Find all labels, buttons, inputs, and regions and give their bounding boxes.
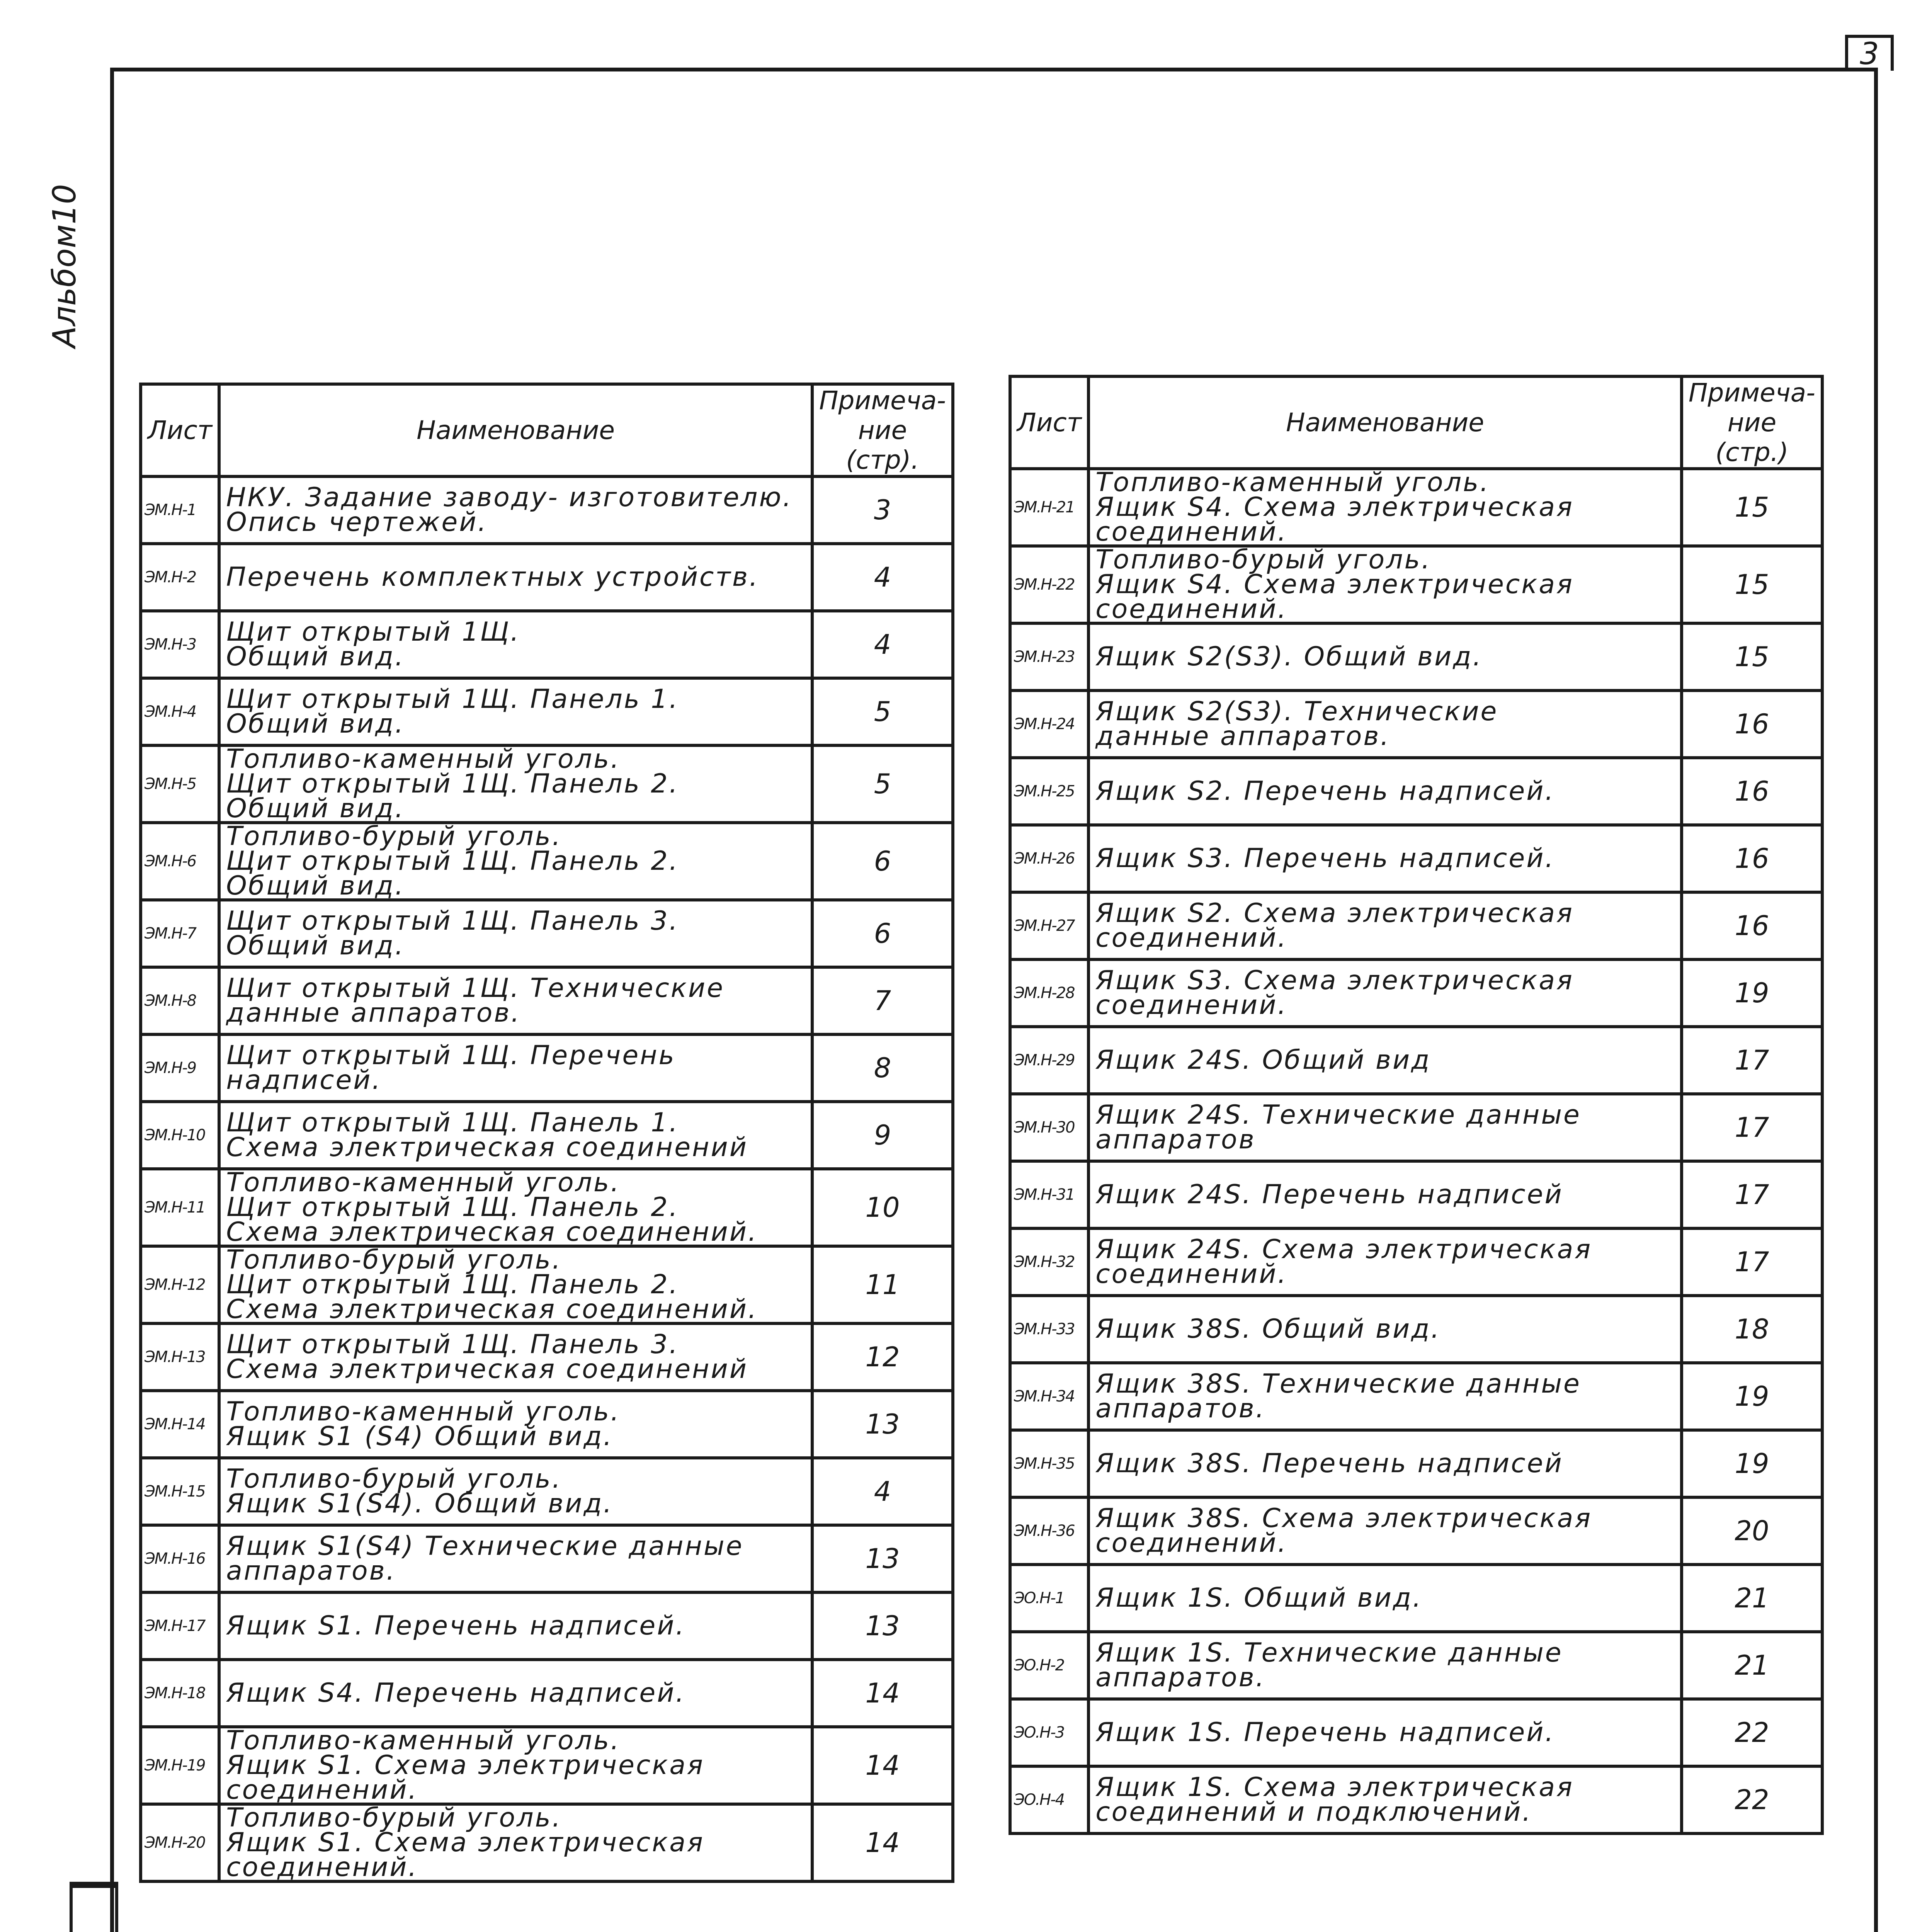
row-code: ЭМ.Н-23: [1010, 623, 1088, 690]
row-code: ЭМ.Н-5: [141, 745, 219, 823]
row-code: ЭМ.Н-11: [141, 1169, 219, 1246]
row-name: Ящик S4. Перечень надписей.: [219, 1660, 812, 1727]
row-code: ЭМ.Н-27: [1010, 892, 1088, 959]
table-row: [141, 967, 953, 1034]
row-name: Щит открытый 1Щ. Панель 3. Схема электрическая соединений: [219, 1323, 812, 1391]
row-code: ЭМ.Н-24: [1010, 690, 1088, 758]
row-name: Ящик 1S. Перечень надписей.: [1088, 1699, 1682, 1766]
side-stamp: [70, 1882, 118, 1932]
row-name: Топливо-бурый уголь. Щит открытый 1Щ. Панель 2. Общий вид.: [219, 823, 812, 900]
row-note: 13: [812, 1391, 953, 1458]
row-code: ЭО.Н-2: [1010, 1632, 1088, 1699]
row-note: 22: [1682, 1766, 1822, 1833]
row-note: 16: [1682, 825, 1822, 892]
table-row: [141, 678, 953, 745]
table-row: [141, 1246, 953, 1323]
row-note: 17: [1682, 1161, 1822, 1228]
table-row: [1010, 1094, 1822, 1161]
row-code: ЭМ.Н-2: [141, 544, 219, 611]
row-note: 12: [812, 1323, 953, 1391]
table-row: [1010, 469, 1822, 546]
row-code: ЭМ.Н-33: [1010, 1296, 1088, 1363]
row-name: Щит открытый 1Щ. Панель 1. Общий вид.: [219, 678, 812, 745]
row-note: 14: [812, 1727, 953, 1804]
row-note: 14: [812, 1660, 953, 1727]
row-code: ЭМ.Н-7: [141, 900, 219, 967]
row-code: ЭМ.Н-3: [141, 611, 219, 678]
row-name: Ящик S2(S3). Технические данные аппаратов.: [1088, 690, 1682, 758]
table-row: [141, 544, 953, 611]
row-name: Ящик S1. Перечень надписей.: [219, 1592, 812, 1660]
col-name: Наименование: [219, 384, 812, 476]
table-row: [1010, 1766, 1822, 1833]
row-code: ЭМ.Н-26: [1010, 825, 1088, 892]
row-code: ЭМ.Н-28: [1010, 959, 1088, 1027]
row-name: Топливо-бурый уголь. Ящик S1(S4). Общий вид.: [219, 1458, 812, 1525]
row-code: ЭМ.Н-32: [1010, 1228, 1088, 1296]
table-row: [141, 1034, 953, 1102]
table-row: [1010, 1296, 1822, 1363]
row-name: Топливо-бурый уголь. Ящик S1. Схема электрическая соединений.: [219, 1804, 812, 1881]
row-note: 16: [1682, 758, 1822, 825]
table-row: [141, 1169, 953, 1246]
table-row: [141, 611, 953, 678]
row-note: 10: [812, 1169, 953, 1246]
row-note: 17: [1682, 1228, 1822, 1296]
table-row: [1010, 1027, 1822, 1094]
row-note: 19: [1682, 959, 1822, 1027]
table-row: [1010, 1497, 1822, 1565]
row-name: Ящик S2. Схема электрическая соединений.: [1088, 892, 1682, 959]
row-code: ЭМ.Н-35: [1010, 1430, 1088, 1497]
row-name: Топливо-каменный уголь. Ящик S4. Схема электрическая соединений.: [1088, 469, 1682, 546]
table-row: [141, 1391, 953, 1458]
table-row: [1010, 892, 1822, 959]
table-row: [1010, 1430, 1822, 1497]
table-row: [1010, 758, 1822, 825]
row-code: ЭО.Н-1: [1010, 1565, 1088, 1632]
row-note: 21: [1682, 1632, 1822, 1699]
row-note: 17: [1682, 1094, 1822, 1161]
row-note: 16: [1682, 690, 1822, 758]
row-code: ЭМ.Н-1: [141, 476, 219, 544]
row-name: Щит открытый 1Щ. Перечень надписей.: [219, 1034, 812, 1102]
row-note: 5: [812, 745, 953, 823]
table-row: [141, 1727, 953, 1804]
table-row: [1010, 1228, 1822, 1296]
row-note: 11: [812, 1246, 953, 1323]
row-note: 13: [812, 1525, 953, 1592]
row-note: 20: [1682, 1497, 1822, 1565]
row-note: 4: [812, 611, 953, 678]
sheet-list-right: [1009, 375, 1824, 1835]
row-code: ЭМ.Н-19: [141, 1727, 219, 1804]
row-name: Ящик 38S. Перечень надписей: [1088, 1430, 1682, 1497]
table-row: [1010, 825, 1822, 892]
col-name: Наименование: [1088, 376, 1682, 469]
row-name: Ящик S3. Схема электрическая соединений.: [1088, 959, 1682, 1027]
table-row: [141, 823, 953, 900]
row-note: 13: [812, 1592, 953, 1660]
row-code: ЭМ.Н-20: [141, 1804, 219, 1881]
row-note: 21: [1682, 1565, 1822, 1632]
row-note: 18: [1682, 1296, 1822, 1363]
col-sheet: Лист: [1010, 376, 1088, 469]
row-code: ЭМ.Н-12: [141, 1246, 219, 1323]
table-row: [1010, 959, 1822, 1027]
row-code: ЭМ.Н-16: [141, 1525, 219, 1592]
row-name: Ящик 1S. Общий вид.: [1088, 1565, 1682, 1632]
row-note: 4: [812, 1458, 953, 1525]
row-code: ЭМ.Н-8: [141, 967, 219, 1034]
row-name: Топливо-каменный уголь. Ящик S1 (S4) Общий вид.: [219, 1391, 812, 1458]
row-name: Ящик 38S. Схема электрическая соединений.: [1088, 1497, 1682, 1565]
row-note: 3: [812, 476, 953, 544]
col-note: Примеча- ние (стр.): [1682, 376, 1822, 469]
table-row: [1010, 690, 1822, 758]
row-name: Ящик 24S. Схема электрическая соединений.: [1088, 1228, 1682, 1296]
table-row: [1010, 1632, 1822, 1699]
table-row: [1010, 1565, 1822, 1632]
row-note: 7: [812, 967, 953, 1034]
row-note: 4: [812, 544, 953, 611]
row-note: 9: [812, 1102, 953, 1169]
page-number: 3: [1845, 35, 1894, 71]
row-code: ЭМ.Н-22: [1010, 546, 1088, 623]
row-code: ЭМ.Н-21: [1010, 469, 1088, 546]
row-name: Топливо-каменный уголь. Щит открытый 1Щ. Панель 2. Схема электрическая соединений.: [219, 1169, 812, 1246]
row-name: Ящик S2. Перечень надписей.: [1088, 758, 1682, 825]
row-code: ЭМ.Н-29: [1010, 1027, 1088, 1094]
row-note: 6: [812, 900, 953, 967]
row-note: 15: [1682, 469, 1822, 546]
row-code: ЭМ.Н-34: [1010, 1363, 1088, 1430]
row-code: ЭМ.Н-36: [1010, 1497, 1088, 1565]
row-name: Ящик 1S. Технические данные аппаратов.: [1088, 1632, 1682, 1699]
table-row: [141, 1660, 953, 1727]
row-code: ЭМ.Н-30: [1010, 1094, 1088, 1161]
row-name: Ящик 1S. Схема электрическая соединений и подключений.: [1088, 1766, 1682, 1833]
row-name: Ящик 24S. Общий вид: [1088, 1027, 1682, 1094]
row-name: Ящик 38S. Технические данные аппаратов.: [1088, 1363, 1682, 1430]
row-code: ЭМ.Н-6: [141, 823, 219, 900]
row-note: 19: [1682, 1430, 1822, 1497]
row-name: Щит открытый 1Щ. Панель 1. Схема электрическая соединений: [219, 1102, 812, 1169]
table-row: [1010, 1699, 1822, 1766]
row-name: Ящик 24S. Перечень надписей: [1088, 1161, 1682, 1228]
row-note: 5: [812, 678, 953, 745]
row-code: ЭМ.Н-25: [1010, 758, 1088, 825]
table-row: [141, 1458, 953, 1525]
row-code: ЭМ.Н-18: [141, 1660, 219, 1727]
row-code: ЭМ.Н-10: [141, 1102, 219, 1169]
row-name: Щит открытый 1Щ. Панель 3. Общий вид.: [219, 900, 812, 967]
row-code: ЭМ.Н-15: [141, 1458, 219, 1525]
row-code: ЭО.Н-3: [1010, 1699, 1088, 1766]
table-row: [1010, 546, 1822, 623]
table-row: [1010, 1161, 1822, 1228]
row-name: Топливо-бурый уголь. Щит открытый 1Щ. Панель 2. Схема электрическая соединений.: [219, 1246, 812, 1323]
row-note: 22: [1682, 1699, 1822, 1766]
row-code: ЭО.Н-4: [1010, 1766, 1088, 1833]
col-sheet: Лист: [141, 384, 219, 476]
row-note: 8: [812, 1034, 953, 1102]
row-name: Ящик S3. Перечень надписей.: [1088, 825, 1682, 892]
row-note: 17: [1682, 1027, 1822, 1094]
row-code: ЭМ.Н-4: [141, 678, 219, 745]
table-row: [141, 1102, 953, 1169]
row-note: 19: [1682, 1363, 1822, 1430]
row-name: Ящик 24S. Технические данные аппаратов: [1088, 1094, 1682, 1161]
row-name: Топливо-бурый уголь. Ящик S4. Схема электрическая соединений.: [1088, 546, 1682, 623]
row-name: Ящик 38S. Общий вид.: [1088, 1296, 1682, 1363]
table-row: [141, 1592, 953, 1660]
row-note: 14: [812, 1804, 953, 1881]
sheet-list-left: [139, 383, 954, 1883]
table-row: [1010, 623, 1822, 690]
table-row: [1010, 1363, 1822, 1430]
row-name: Щит открытый 1Щ. Общий вид.: [219, 611, 812, 678]
table-row: [141, 1525, 953, 1592]
row-name: НКУ. Задание заводу- изготовителю. Опись чертежей.: [219, 476, 812, 544]
row-code: ЭМ.Н-17: [141, 1592, 219, 1660]
row-note: 15: [1682, 546, 1822, 623]
table-row: [141, 1323, 953, 1391]
col-note: Примеча- ние (стр).: [812, 384, 953, 476]
row-note: 16: [1682, 892, 1822, 959]
row-name: Топливо-каменный уголь. Щит открытый 1Щ. Панель 2. Общий вид.: [219, 745, 812, 823]
row-code: ЭМ.Н-31: [1010, 1161, 1088, 1228]
table-row: [141, 476, 953, 544]
row-name: Топливо-каменный уголь. Ящик S1. Схема электрическая соединений.: [219, 1727, 812, 1804]
table-row: [141, 745, 953, 823]
row-code: ЭМ.Н-13: [141, 1323, 219, 1391]
row-name: Ящик S2(S3). Общий вид.: [1088, 623, 1682, 690]
table-row: [141, 1804, 953, 1881]
row-name: Ящик S1(S4) Технические данные аппаратов.: [219, 1525, 812, 1592]
table-row: [141, 900, 953, 967]
row-code: ЭМ.Н-9: [141, 1034, 219, 1102]
row-name: Перечень комплектных устройств.: [219, 544, 812, 611]
row-note: 15: [1682, 623, 1822, 690]
album-label: Альбом10: [46, 184, 83, 348]
row-name: Щит открытый 1Щ. Технические данные аппаратов.: [219, 967, 812, 1034]
row-code: ЭМ.Н-14: [141, 1391, 219, 1458]
row-note: 6: [812, 823, 953, 900]
